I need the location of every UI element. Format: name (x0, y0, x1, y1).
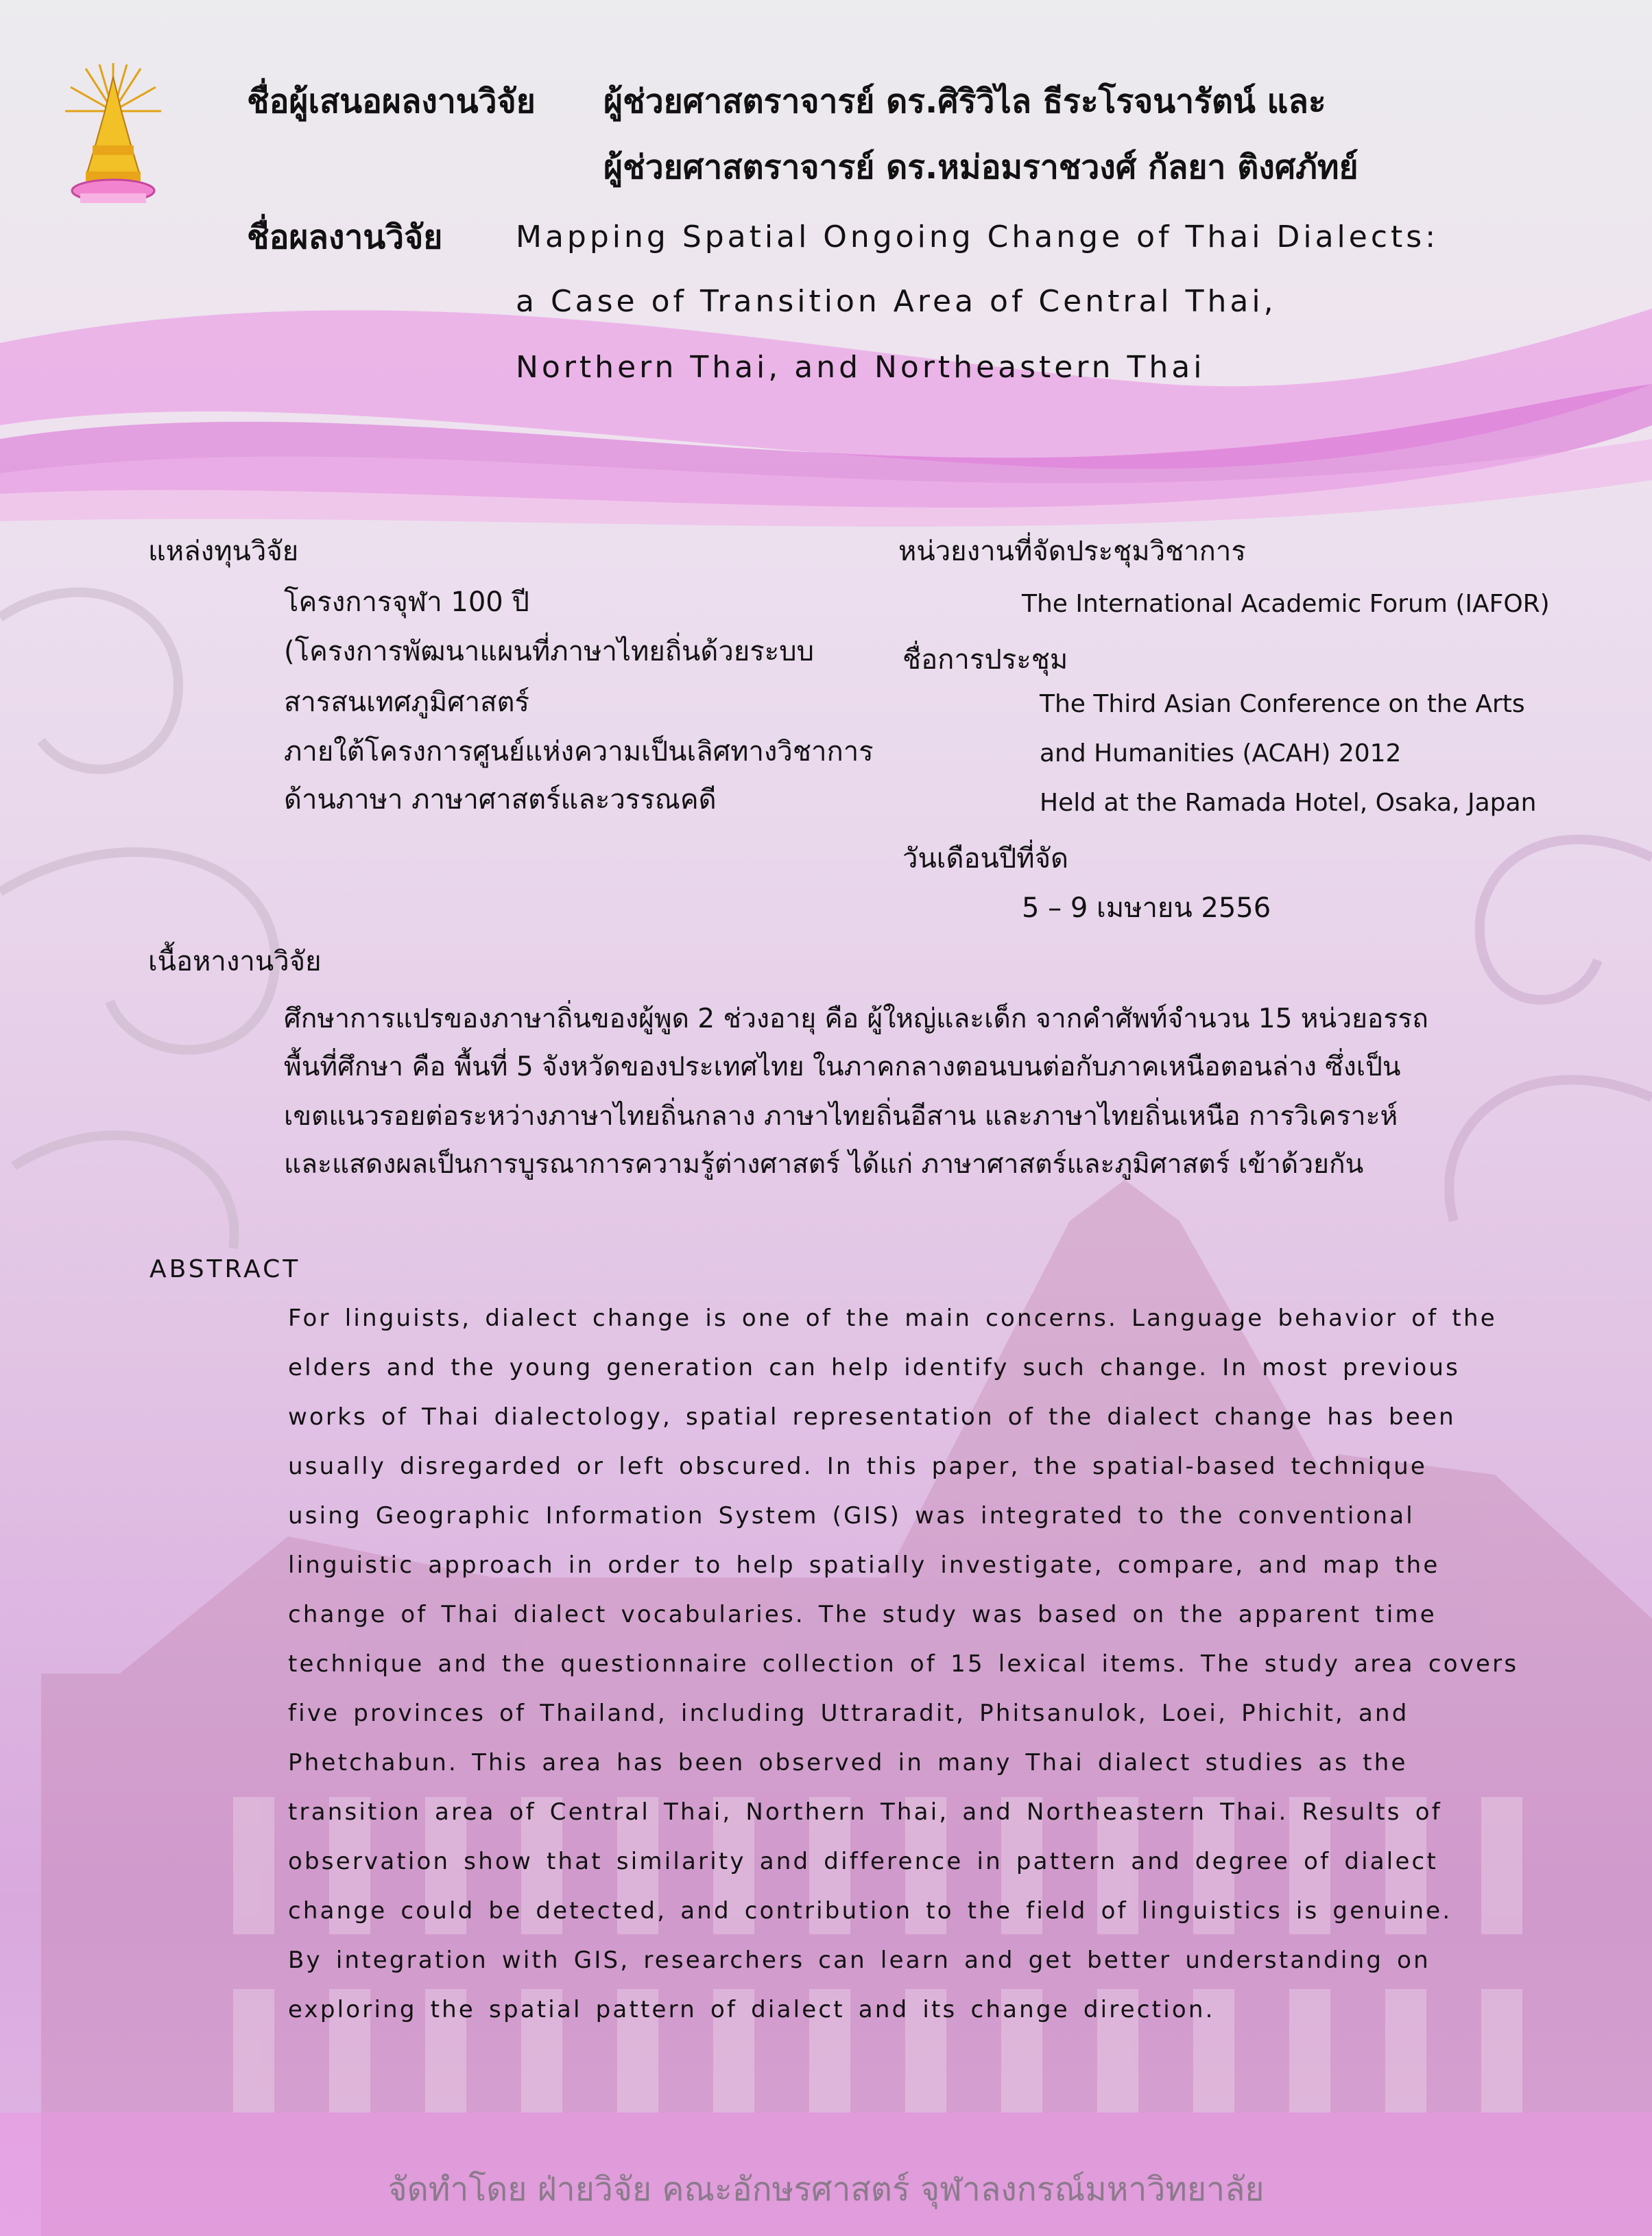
abstract-line: exploring the spatial pattern of dialect and its change direction. (288, 1996, 1215, 2023)
abstract-line: transition area of Central Thai, Northern Thai, and Northeastern Thai. Results of (288, 1798, 1442, 1826)
footer-credit: จัดทำโดย ฝ่ายวิจัย คณะอักษรศาสตร์ จุฬาลงกรณ์มหาวิทยาลัย (387, 2170, 1265, 2209)
research-title-label: ชื่อผลงานวิจัย (247, 218, 443, 257)
content-line: ศึกษาการแปรของภาษาถิ่นของผู้พูด 2 ช่วงอายุ คือ ผู้ใหญ่และเด็ก จากคำศัพท์จำนวน 15 หน่วยอรรถ (284, 1003, 1428, 1034)
research-title-line-2: a Case of Transition Area of Central Thai, (516, 284, 1277, 319)
abstract-heading: ABSTRACT (149, 1255, 301, 1283)
floral-swirl-left (0, 593, 275, 1248)
conference-date-label: วันเดือนปีที่จัด (902, 843, 1068, 875)
funding-line: ด้านภาษา ภาษาศาสตร์และวรรณคดี (284, 784, 717, 816)
organizer-name: The International Academic Forum (IAFOR) (1022, 590, 1550, 618)
abstract-line: linguistic approach in order to help spatially investigate, compare, and map the (288, 1551, 1440, 1579)
research-title-line-1: Mapping Spatial Ongoing Change of Thai Dialects: (516, 219, 1439, 254)
funding-line: (โครงการพัฒนาแผนที่ภาษาไทยถิ่นด้วยระบบ (284, 636, 815, 667)
abstract-line: observation show that similarity and difference in pattern and degree of dialect (288, 1848, 1438, 1875)
conference-name-line: Held at the Ramada Hotel, Osaka, Japan (1040, 789, 1537, 817)
content-line: และแสดงผลเป็นการบูรณาการความรู้ต่างศาสตร์ ได้แก่ ภาษาศาสตร์และภูมิศาสตร์ เข้าด้วยกัน (284, 1149, 1364, 1180)
ribbon-waves (0, 309, 1652, 527)
funding-line: ภายใต้โครงการศูนย์แห่งความเป็นเลิศทางวิชาการ (284, 736, 874, 768)
abstract-line: change of Thai dialect vocabularies. The study was based on the apparent time (288, 1601, 1437, 1628)
funding-label: แหล่งทุนวิจัย (148, 536, 299, 567)
research-title-line-3: Northern Thai, and Northeastern Thai (516, 350, 1206, 385)
abstract-line: five provinces of Thailand, including Uttraradit, Phitsanulok, Loei, Phichit, and (288, 1700, 1409, 1727)
conference-name-line: The Third Asian Conference on the Arts (1040, 690, 1525, 718)
organizer-label: หน่วยงานที่จัดประชุมวิชาการ (898, 536, 1246, 567)
abstract-line: using Geographic Information System (GIS) was integrated to the conventional (288, 1502, 1415, 1530)
presenter-line-1: ผู้ช่วยศาสตราจารย์ ดร.ศิริวิไล ธีระโรจนารัตน์ และ (603, 82, 1326, 121)
abstract-line: elders and the young generation can help identify such change. In most previous (288, 1354, 1461, 1381)
conference-name-label: ชื่อการประชุม (902, 644, 1068, 676)
content-label: เนื้อหางานวิจัย (148, 946, 322, 977)
abstract-line: By integration with GIS, researchers can learn and get better understanding on (288, 1947, 1430, 1974)
university-emblem-icon (65, 63, 161, 207)
presenter-line-2: ผู้ช่วยศาสตราจารย์ ดร.หม่อมราชวงศ์ กัลยา ติงศภัทย์ (603, 148, 1358, 187)
abstract-line: works of Thai dialectology, spatial representation of the dialect change has been (288, 1403, 1456, 1431)
abstract-line: Phetchabun. This area has been observed in many Thai dialect studies as the (288, 1749, 1408, 1776)
abstract-body (288, 1294, 1518, 2034)
abstract-line: For linguists, dialect change is one of the main concerns. Language behavior of the (288, 1305, 1497, 1332)
floral-swirl-right (1449, 840, 1652, 1221)
abstract-line: change could be detected, and contribution to the field of linguistics is genuine. (288, 1897, 1452, 1925)
content-line: พื้นที่ศึกษา คือ พื้นที่ 5 จังหวัดของประเทศไทย ในภาคกลางตอนบนต่อกับภาคเหนือตอนล่าง ซึ่งเป็น (284, 1051, 1401, 1082)
conference-date: 5 – 9 เมษายน 2556 (1022, 892, 1271, 924)
conference-name-line: and Humanities (ACAH) 2012 (1040, 739, 1402, 768)
presenter-label: ชื่อผู้เสนอผลงานวิจัย (247, 82, 536, 121)
abstract-line: usually disregarded or left obscured. In this paper, the spatial-based technique (288, 1453, 1427, 1480)
content-line: เขตแนวรอยต่อระหว่างภาษาไทยถิ่นกลาง ภาษาไทยถิ่นอีสาน และภาษาไทยถิ่นเหนือ การวิเคราะห์ (284, 1101, 1398, 1132)
abstract-line: technique and the questionnaire collection of 15 lexical items. The study area covers (288, 1650, 1519, 1678)
funding-line: สารสนเทศภูมิศาสตร์ (284, 687, 530, 718)
funding-line: โครงการจุฬา 100 ปี (284, 586, 529, 618)
